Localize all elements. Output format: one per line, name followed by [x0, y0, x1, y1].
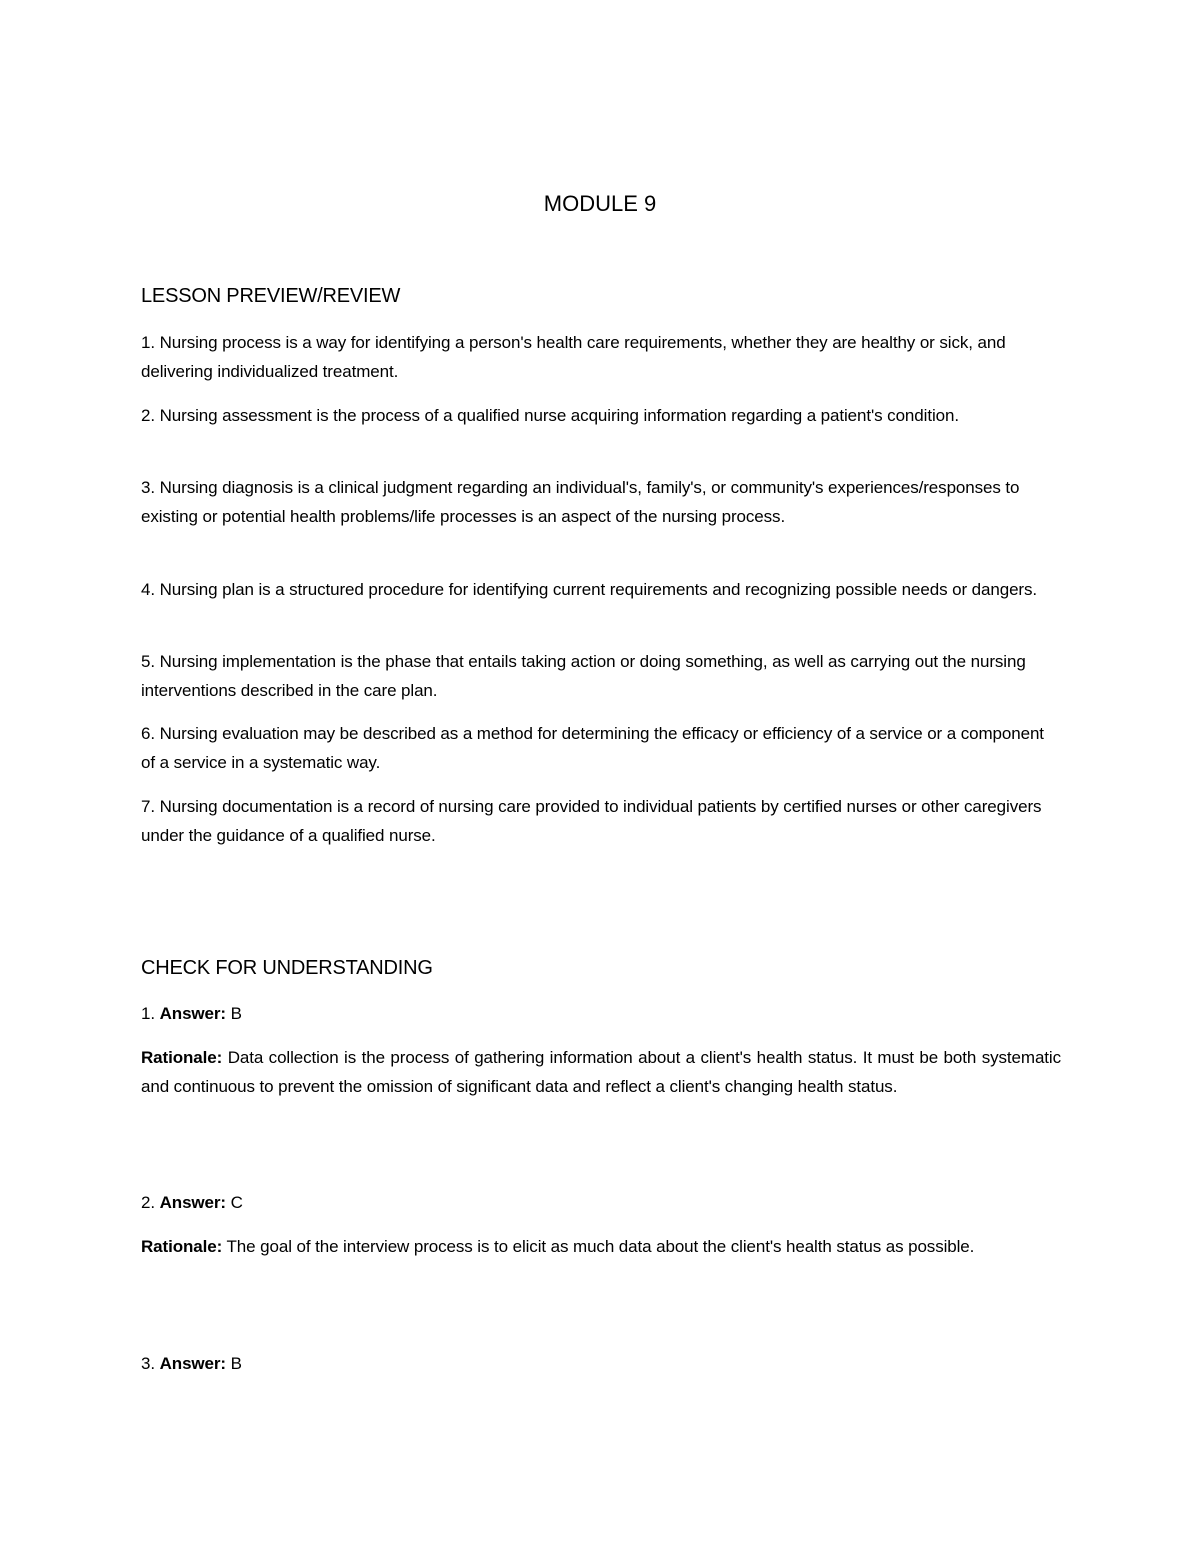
answer-letter: B [230, 1004, 242, 1023]
lesson-item-5: 5. Nursing implementation is the phase that entails taking action or doing something, as well as carrying out the nursing interventions described in the care plan. [141, 652, 1026, 700]
answer-line-3 [141, 1349, 1061, 1378]
answer-letter: B [230, 1354, 242, 1373]
answer-number: 1. [141, 1004, 155, 1023]
lesson-item-3: 3. Nursing diagnosis is a clinical judgment regarding an individual's, family's, or community's experiences/responses to existing or potential health problems/life processes is an aspect of the nursing process. [141, 478, 1020, 526]
lesson-item-4: 4. Nursing plan is a structured procedure for identifying current requirements and recognizing possible needs or dangers. [141, 580, 1038, 599]
lesson-item-7: 7. Nursing documentation is a record of nursing care provided to individual patients by certified nurses or other caregivers under the guidance of a qualified nurse. [141, 797, 1042, 845]
answer-number: 2. [141, 1193, 155, 1212]
answer-letter: C [230, 1193, 243, 1212]
check-understanding-heading: CHECK FOR UNDERSTANDING [141, 957, 433, 979]
rationale-paragraph-2 [141, 1232, 1061, 1261]
rationale-label: Rationale: [141, 1237, 223, 1256]
answer-label: Answer: [159, 1004, 226, 1023]
answer-line-2 [141, 1188, 1061, 1217]
module-title: MODULE 9 [543, 191, 657, 216]
lesson-preview-heading: LESSON PREVIEW/REVIEW [141, 285, 401, 307]
answer-label: Answer: [159, 1193, 226, 1212]
rationale-text: Data collection is the process of gathering information about a client's health status. It must be both systematic and continuous to prevent the omission of significant data and reflect a client's changing health status. [141, 1048, 1062, 1096]
rationale-label: Rationale: [141, 1048, 223, 1067]
answer-label: Answer: [159, 1354, 226, 1373]
answer-line-1 [141, 999, 1061, 1028]
lesson-item-2: 2. Nursing assessment is the process of a qualified nurse acquiring information regarding a patient's condition. [141, 406, 959, 425]
lesson-item-6: 6. Nursing evaluation may be described as a method for determining the efficacy or efficiency of a service or a component of a service in a systematic way. [141, 724, 1044, 772]
lesson-item-1: 1. Nursing process is a way for identifying a person's health care requirements, whether they are healthy or sick, and delivering individualized treatment. [141, 333, 1006, 381]
answer-number: 3. [141, 1354, 155, 1373]
rationale-paragraph-1 [141, 1043, 1061, 1101]
rationale-text: The goal of the interview process is to elicit as much data about the client's health status as possible. [226, 1237, 975, 1256]
